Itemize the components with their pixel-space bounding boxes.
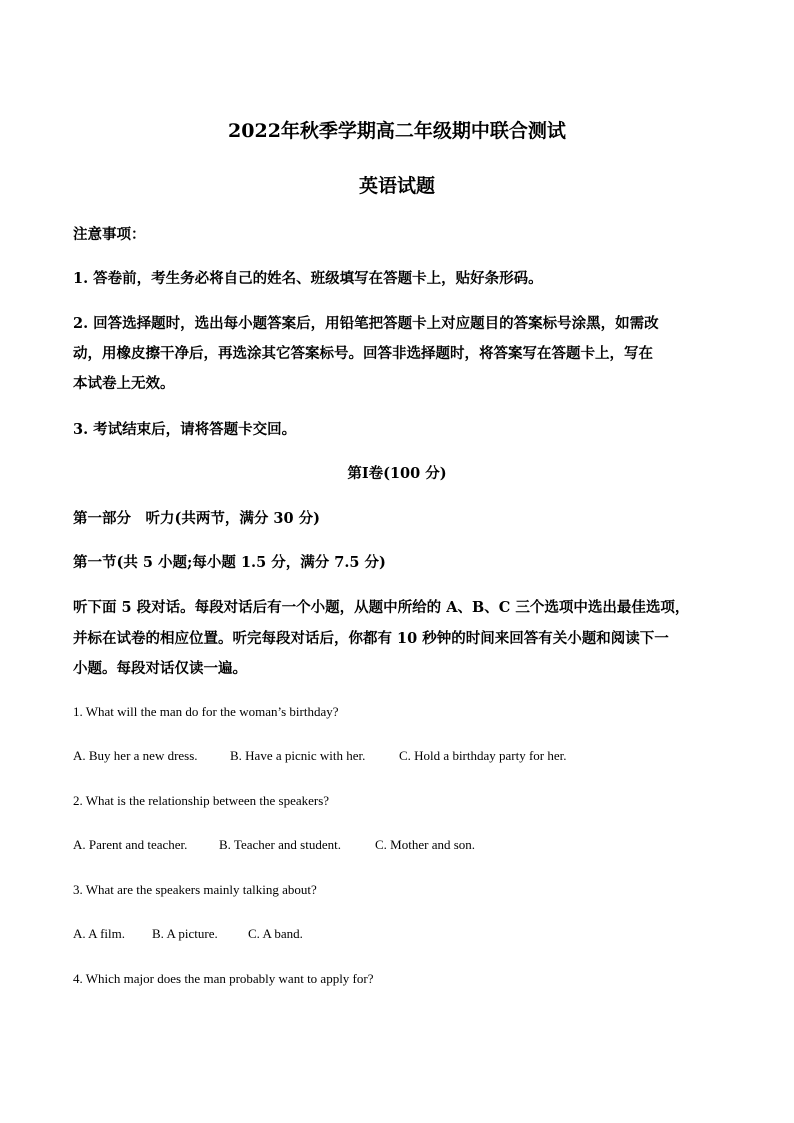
instructions-line-3: 小题。每段对话仅读一遍。 xyxy=(73,660,247,677)
note-item-2-line-3: 本试卷上无效。 xyxy=(73,375,175,392)
question-2-stem: 2. What is the relationship between the speakers? xyxy=(73,793,330,808)
question-3-option-c: C. A band. xyxy=(248,926,303,941)
exam-title: 2022年秋季学期高二年级期中联合测试 xyxy=(228,120,566,142)
note-item-1: 1. 答卷前，考生务必将自己的姓名、班级填写在答题卡上，贴好条形码。 xyxy=(73,270,543,287)
question-4-stem: 4. Which major does the man probably want to apply for? xyxy=(73,971,374,986)
question-2-option-a: A. Parent and teacher. xyxy=(73,837,188,852)
section-1-heading: 第一节(共 5 小题;每小题 1.5 分，满分 7.5 分) xyxy=(73,554,386,571)
question-1-option-c: C. Hold a birthday party for her. xyxy=(399,748,567,763)
question-1-option-b: B. Have a picnic with her. xyxy=(230,748,366,763)
question-3-options xyxy=(73,926,303,942)
question-3-option-b: B. A picture. xyxy=(152,926,218,941)
note-item-2-line-1: 2. 回答选择题时，选出每小题答案后，用铅笔把答题卡上对应题目的答案标号涂黑，如需改 xyxy=(73,315,659,332)
question-1-options xyxy=(73,748,567,764)
volume-heading: 第Ⅰ卷(100 分) xyxy=(347,465,447,482)
notes-heading: 注意事项： xyxy=(73,226,146,243)
instructions-line-1: 听下面 5 段对话。每段对话后有一个小题，从题中所给的 A、B、C 三个选项中选出最佳选项， xyxy=(73,599,690,616)
question-1-stem: 1. What will the man do for the woman’s birthday? xyxy=(73,704,339,719)
exam-subtitle: 英语试题 xyxy=(358,175,435,197)
note-item-2-line-2: 动，用橡皮擦干净后，再选涂其它答案标号。回答非选择题时，将答案写在答题卡上，写在 xyxy=(73,345,653,362)
note-item-3: 3. 考试结束后，请将答题卡交回。 xyxy=(73,421,297,438)
part-1-heading: 第一部分 听力(共两节，满分 30 分) xyxy=(73,510,320,527)
question-2-option-c: C. Mother and son. xyxy=(375,837,476,852)
question-2-option-b: B. Teacher and student. xyxy=(219,837,341,852)
instructions-line-2: 并标在试卷的相应位置。听完每段对话后，你都有 10 秒钟的时间来回答有关小题和阅读下一 xyxy=(73,630,669,647)
question-3-stem: 3. What are the speakers mainly talking about? xyxy=(73,882,317,897)
question-3-option-a: A. A film. xyxy=(73,926,126,941)
question-1-option-a: A. Buy her a new dress. xyxy=(73,748,198,763)
question-2-options xyxy=(73,837,475,853)
